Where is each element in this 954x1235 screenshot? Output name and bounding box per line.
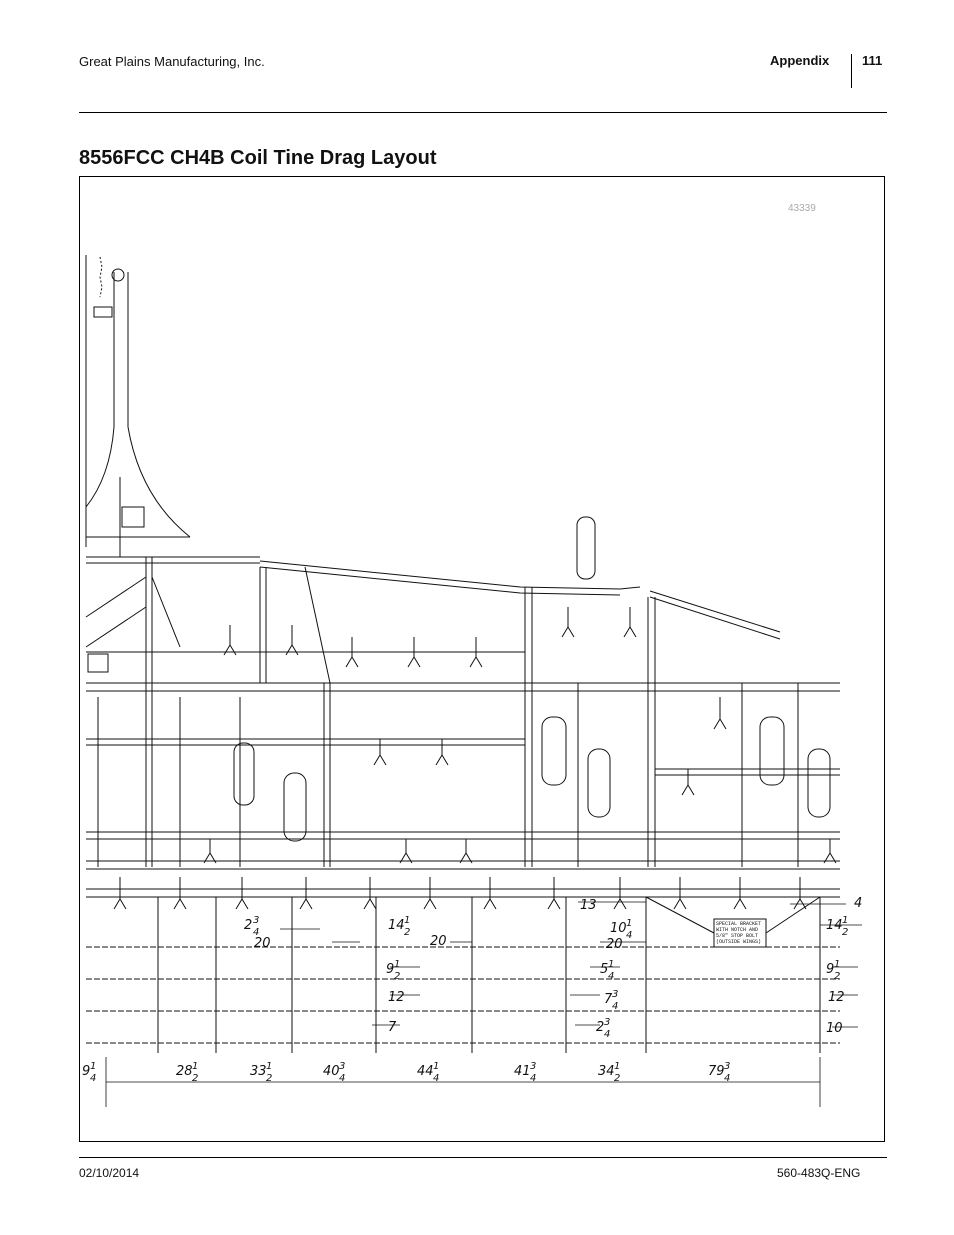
svg-text:79: 79 bbox=[708, 1064, 725, 1079]
dim-4: 4 bbox=[854, 896, 863, 911]
bottom-dim-40-3-4 bbox=[323, 1061, 345, 1084]
svg-text:4: 4 bbox=[608, 971, 615, 982]
svg-text:2: 2 bbox=[596, 1020, 605, 1035]
svg-text:1: 1 bbox=[394, 959, 401, 970]
svg-text:3: 3 bbox=[724, 1061, 731, 1072]
footer-rule bbox=[79, 1157, 887, 1158]
header-page-number: 111 bbox=[862, 53, 883, 68]
svg-text:1: 1 bbox=[90, 1061, 97, 1072]
svg-text:2: 2 bbox=[842, 927, 849, 938]
svg-text:1: 1 bbox=[834, 959, 841, 970]
dim-9-1-2-right bbox=[826, 959, 840, 982]
footer-date: 02/10/2014 bbox=[79, 1166, 140, 1180]
page-title: 8556FCC CH4B Coil Tine Drag Layout bbox=[79, 147, 437, 169]
svg-text:2: 2 bbox=[394, 971, 401, 982]
svg-text:14: 14 bbox=[388, 918, 405, 933]
svg-text:5/8" STOP BOLT: 5/8" STOP BOLT bbox=[716, 933, 759, 939]
footer-doc-number: 560-483Q-ENG bbox=[777, 1166, 861, 1180]
dim-7: 7 bbox=[388, 1020, 397, 1035]
dim-10: 10 bbox=[826, 1021, 843, 1036]
dim-20-mid: 20 bbox=[430, 934, 447, 949]
svg-text:4: 4 bbox=[530, 1073, 537, 1084]
svg-text:9: 9 bbox=[386, 962, 395, 977]
svg-text:SPECIAL BRACKET: SPECIAL BRACKET bbox=[716, 921, 762, 927]
svg-text:3: 3 bbox=[530, 1061, 537, 1072]
svg-text:2: 2 bbox=[834, 971, 841, 982]
svg-text:9: 9 bbox=[82, 1064, 91, 1079]
svg-text:4: 4 bbox=[90, 1073, 97, 1084]
bottom-dim-28-1-2 bbox=[176, 1061, 198, 1084]
dimension-labels bbox=[254, 896, 862, 1036]
svg-text:33: 33 bbox=[250, 1064, 267, 1079]
bottom-dim-9-1-4 bbox=[82, 1061, 96, 1084]
svg-text:3: 3 bbox=[339, 1061, 346, 1072]
svg-text:1: 1 bbox=[433, 1061, 440, 1072]
figure-id: 43339 bbox=[788, 203, 816, 214]
svg-text:3: 3 bbox=[253, 915, 260, 926]
bottom-dim-79-3-4 bbox=[708, 1061, 730, 1084]
svg-text:40: 40 bbox=[323, 1064, 340, 1079]
svg-text:41: 41 bbox=[514, 1064, 531, 1079]
svg-text:2: 2 bbox=[192, 1073, 199, 1084]
svg-text:4: 4 bbox=[626, 930, 633, 941]
bottom-dim-33-1-2 bbox=[250, 1061, 272, 1084]
svg-text:1: 1 bbox=[266, 1061, 273, 1072]
svg-text:1: 1 bbox=[626, 918, 633, 929]
header-company: Great Plains Manufacturing, Inc. bbox=[79, 54, 265, 69]
svg-text:3: 3 bbox=[604, 1017, 611, 1028]
dim-14-1-2-right bbox=[826, 915, 848, 938]
svg-text:2: 2 bbox=[404, 927, 411, 938]
svg-text:1: 1 bbox=[614, 1061, 621, 1072]
svg-text:4: 4 bbox=[339, 1073, 346, 1084]
coil-tine-rows bbox=[86, 947, 840, 1043]
header-section: Appendix bbox=[770, 53, 830, 68]
svg-text:4: 4 bbox=[604, 1029, 611, 1040]
bottom-dim-41-3-4 bbox=[514, 1061, 536, 1084]
dim-7-3-4 bbox=[604, 989, 618, 1012]
svg-text:2: 2 bbox=[244, 918, 253, 933]
bottom-dim-44-1-4 bbox=[417, 1061, 439, 1084]
svg-text:2: 2 bbox=[614, 1073, 621, 1084]
callout-text bbox=[716, 921, 761, 945]
svg-text:1: 1 bbox=[608, 959, 615, 970]
svg-text:4: 4 bbox=[253, 927, 260, 938]
svg-text:7: 7 bbox=[604, 992, 613, 1007]
dim-9-1-2-left bbox=[386, 959, 400, 982]
svg-text:WITH NOTCH AND: WITH NOTCH AND bbox=[716, 927, 759, 933]
svg-text:4: 4 bbox=[433, 1073, 440, 1084]
dim-12-right: 12 bbox=[828, 990, 845, 1005]
svg-text:1: 1 bbox=[192, 1061, 199, 1072]
main-frame bbox=[86, 557, 840, 897]
svg-text:1: 1 bbox=[404, 915, 411, 926]
dim-13: 13 bbox=[580, 898, 597, 913]
svg-text:28: 28 bbox=[176, 1064, 193, 1079]
svg-text:(OUTSIDE WINGS): (OUTSIDE WINGS) bbox=[716, 939, 762, 945]
dim-2-3-4-right bbox=[596, 1017, 610, 1040]
svg-text:4: 4 bbox=[724, 1073, 731, 1084]
dim-14-1-2-left bbox=[388, 915, 410, 938]
header-divider bbox=[851, 54, 852, 88]
svg-text:10: 10 bbox=[610, 921, 627, 936]
svg-text:3: 3 bbox=[612, 989, 619, 1000]
bottom-dim-34-1-2 bbox=[598, 1061, 620, 1084]
svg-text:44: 44 bbox=[417, 1064, 434, 1079]
bottom-dimension-string bbox=[82, 1061, 730, 1084]
svg-text:4: 4 bbox=[612, 1001, 619, 1012]
dim-20-right: 20 bbox=[606, 937, 623, 952]
svg-text:34: 34 bbox=[598, 1064, 615, 1079]
svg-text:9: 9 bbox=[826, 962, 835, 977]
dim-20-left: 20 bbox=[254, 936, 271, 951]
dim-12-left: 12 bbox=[388, 990, 405, 1005]
drag-layout-drawing bbox=[80, 177, 884, 1141]
svg-text:2: 2 bbox=[266, 1073, 273, 1084]
dim-2-3-4-left bbox=[244, 915, 259, 938]
svg-text:14: 14 bbox=[826, 918, 843, 933]
svg-text:1: 1 bbox=[842, 915, 849, 926]
hitch-tongue bbox=[86, 255, 190, 557]
svg-text:5: 5 bbox=[600, 962, 609, 977]
header-rule bbox=[79, 112, 887, 113]
